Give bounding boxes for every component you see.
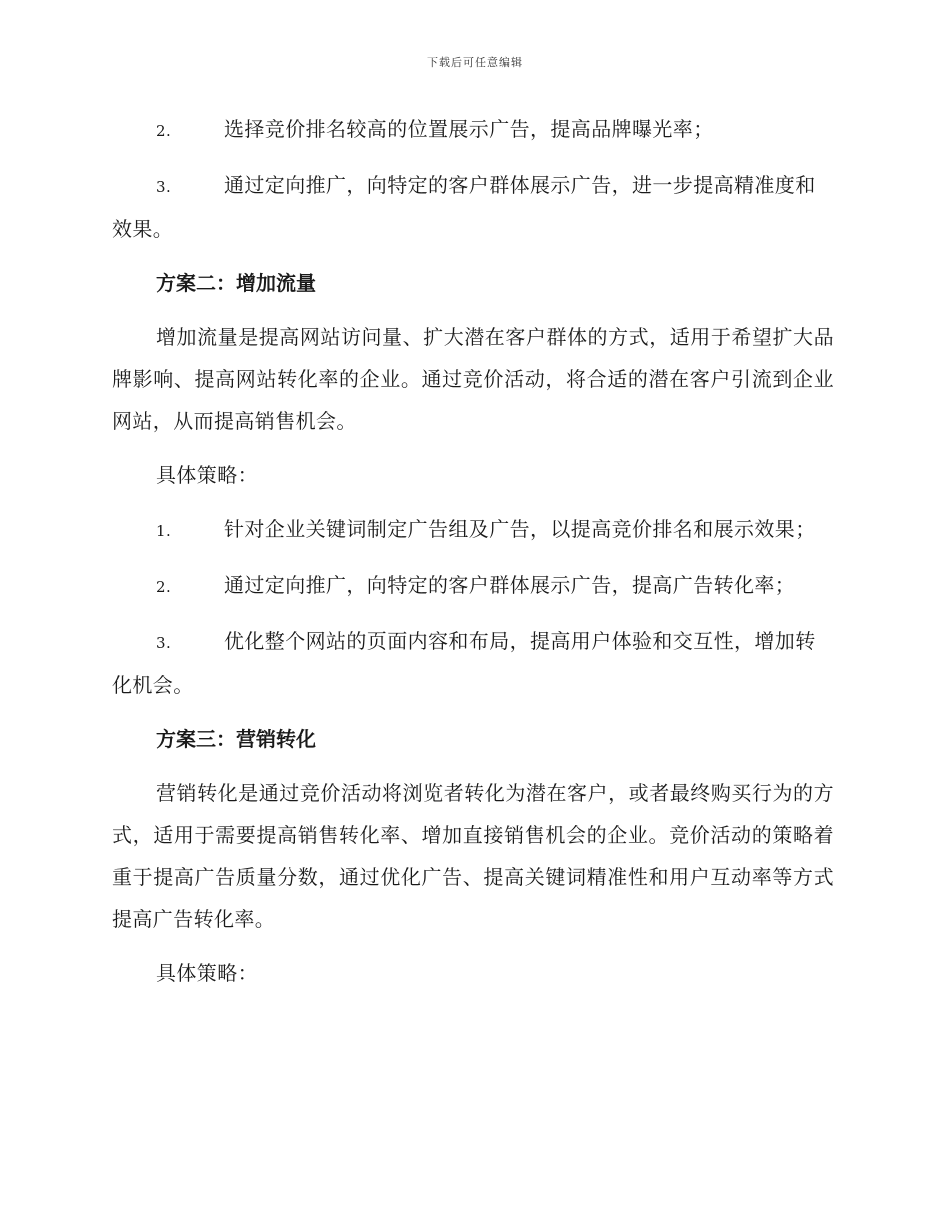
strategy-label: 具体策略： — [156, 463, 258, 487]
list-text: 通过定向推广，向特定的客户群体展示广告，进一步提高精准度和效果。 — [112, 173, 816, 241]
list-number: 3. — [156, 634, 172, 652]
section-heading-plan-3: 方案三：营销转化 — [156, 727, 316, 751]
document-body — [112, 108, 834, 1006]
strategy-label: 具体策略： — [156, 961, 258, 985]
list-text: 通过定向推广，向特定的客户群体展示广告，提高广告转化率； — [224, 573, 796, 597]
section-heading-plan-2: 方案二：增加流量 — [156, 271, 316, 295]
list-item — [112, 564, 834, 608]
list-number: 3. — [156, 178, 172, 196]
list-text: 优化整个网站的页面内容和布局，提高用户体验和交互性，增加转化机会。 — [112, 629, 816, 697]
list-item — [112, 508, 834, 552]
list-item — [112, 620, 834, 706]
list-text: 针对企业关键词制定广告组及广告，以提高竞价排名和展示效果； — [224, 517, 816, 541]
paragraph-plan-3: 营销转化是通过竞价活动将浏览者转化为潜在客户，或者最终购买行为的方式，适用于需要提高销售转化率、增加直接销售机会的企业。竞价活动的策略着重于提高广告质量分数，通过优化广告、提高关键词精准性和用户互动率等方式提高广告转化率。 — [112, 781, 834, 931]
list-number: 1. — [156, 522, 172, 540]
header-note: 下载后可任意编辑 — [427, 56, 523, 69]
list-text: 选择竞价排名较高的位置展示广告，提高品牌曝光率； — [224, 117, 714, 141]
list-number: 2. — [156, 578, 172, 596]
list-number: 2. — [156, 122, 172, 140]
list-item — [112, 164, 834, 250]
paragraph-plan-2: 增加流量是提高网站访问量、扩大潜在客户群体的方式，适用于希望扩大品牌影响、提高网站转化率的企业。通过竞价活动，将合适的潜在客户引流到企业网站，从而提高销售机会。 — [112, 325, 834, 433]
list-item — [112, 108, 834, 152]
